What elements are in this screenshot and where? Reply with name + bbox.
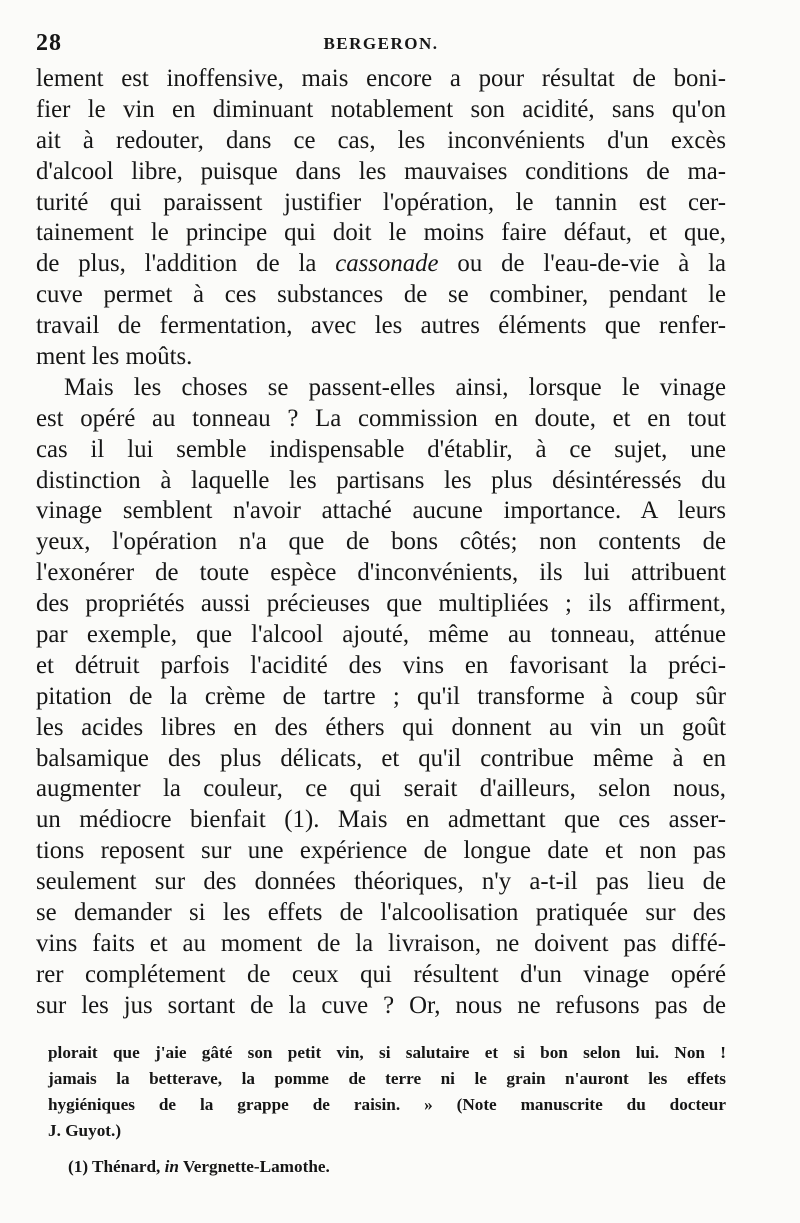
- paragraph-1: [36, 64, 726, 373]
- text-line: vins faits et au moment de la livraison, ne doivent pas diffé-: [36, 929, 726, 957]
- text-line: pitation de la crème de tartre ; qu'il transforme à coup sûr: [36, 682, 726, 710]
- text-line: sur les jus sortant de la cuve ? Or, nous ne refusons pas de: [36, 991, 726, 1019]
- text-line: seulement sur des données théoriques, n'y a-t-il pas lieu de: [36, 868, 726, 896]
- text-line: un médiocre bienfait (1). Mais en admettant que ces asser-: [36, 806, 726, 834]
- text-line: et détruit parfois l'acidité des vins en favorisant la préci-: [36, 651, 726, 679]
- text-line: yeux, l'opération n'a que de bons côtés; non contents de: [36, 528, 726, 556]
- running-head: [36, 30, 726, 64]
- text-line: distinction à laquelle les partisans les plus désintéressés du: [36, 466, 726, 494]
- book-page: [36, 30, 726, 1180]
- paragraph-2: [36, 373, 726, 1022]
- text-line: est opéré au tonneau ? La commission en doute, et en tout: [36, 404, 726, 432]
- text-line: travail de fermentation, avec les autres éléments que renfer-: [36, 312, 726, 340]
- text-line: cuve permet à ces substances de se combiner, pendant le: [36, 281, 726, 309]
- text-line: des propriétés aussi précieuses que multipliées ; ils affirment,: [36, 590, 726, 618]
- text-line: l'exonérer de toute espèce d'inconvénients, ils lui attribuent: [36, 559, 726, 587]
- text-line: par exemple, que l'alcool ajouté, même au tonneau, atténue: [36, 621, 726, 649]
- footnotes: [36, 1040, 726, 1180]
- footnote-line: plorait que j'aie gâté son petit vin, si salutaire et si bon selon lui. Non !: [48, 1042, 726, 1062]
- text-line: se demander si les effets de l'alcoolisation pratiquée sur des: [36, 899, 726, 927]
- text-line-with-italic: [36, 249, 726, 280]
- text-line: vinage semblent n'avoir attaché aucune importance. A leurs: [36, 497, 726, 525]
- footnote-line: jamais la betterave, la pomme de terre ni le grain n'auront les effets: [48, 1068, 726, 1088]
- text-line: tions reposent sur une expérience de longue date et non pas: [36, 837, 726, 865]
- text-line: rer complétement de ceux qui résultent d'un vinage opéré: [36, 960, 726, 988]
- text-fragment: de plus, l'addition de la: [36, 250, 336, 278]
- text-line: les acides libres en des éthers qui donnent au vin un goût: [36, 713, 726, 741]
- page-number: 28: [36, 30, 62, 56]
- footnote-marker: (1): [68, 1156, 89, 1176]
- text-line: turité qui paraissent justifier l'opération, le tannin est cer-: [36, 188, 726, 216]
- footnote-italic: in: [164, 1156, 179, 1176]
- running-title: BERGERON.: [323, 34, 439, 53]
- text-line: ment les moûts.: [36, 343, 193, 371]
- footnote-text: Vergnette-Lamothe.: [178, 1156, 330, 1176]
- text-line: augmenter la couleur, ce qui serait d'ailleurs, selon nous,: [36, 775, 726, 803]
- text-line: ait à redouter, dans ce cas, les inconvénients d'un excès: [36, 126, 726, 154]
- footnote-text: Thénard,: [88, 1156, 165, 1176]
- text-line: Mais les choses se passent-elles ainsi, lorsque le vinage: [64, 373, 726, 401]
- text-fragment: ou de l'eau-de-vie à la: [438, 250, 726, 278]
- text-line: lement est inoffensive, mais encore a pour résultat de boni-: [36, 65, 726, 92]
- text-line: d'alcool libre, puisque dans les mauvaises conditions de ma-: [36, 157, 726, 185]
- text-line: cas il lui semble indispensable d'établir, à ce sujet, une: [36, 435, 726, 463]
- italic-term: cassonade: [335, 250, 439, 278]
- text-line: balsamique des plus délicats, et qu'il contribue même à en: [36, 744, 726, 772]
- footnote-line: hygiéniques de la grappe de raisin. » (Note manuscrite du docteur: [48, 1094, 726, 1114]
- footnote-line: J. Guyot.): [48, 1120, 122, 1140]
- text-line: tainement le principe qui doit le moins faire défaut, et que,: [36, 219, 726, 247]
- text-line: fier le vin en diminuant notablement son acidité, sans qu'on: [36, 95, 726, 123]
- footnote-1: [48, 1154, 726, 1180]
